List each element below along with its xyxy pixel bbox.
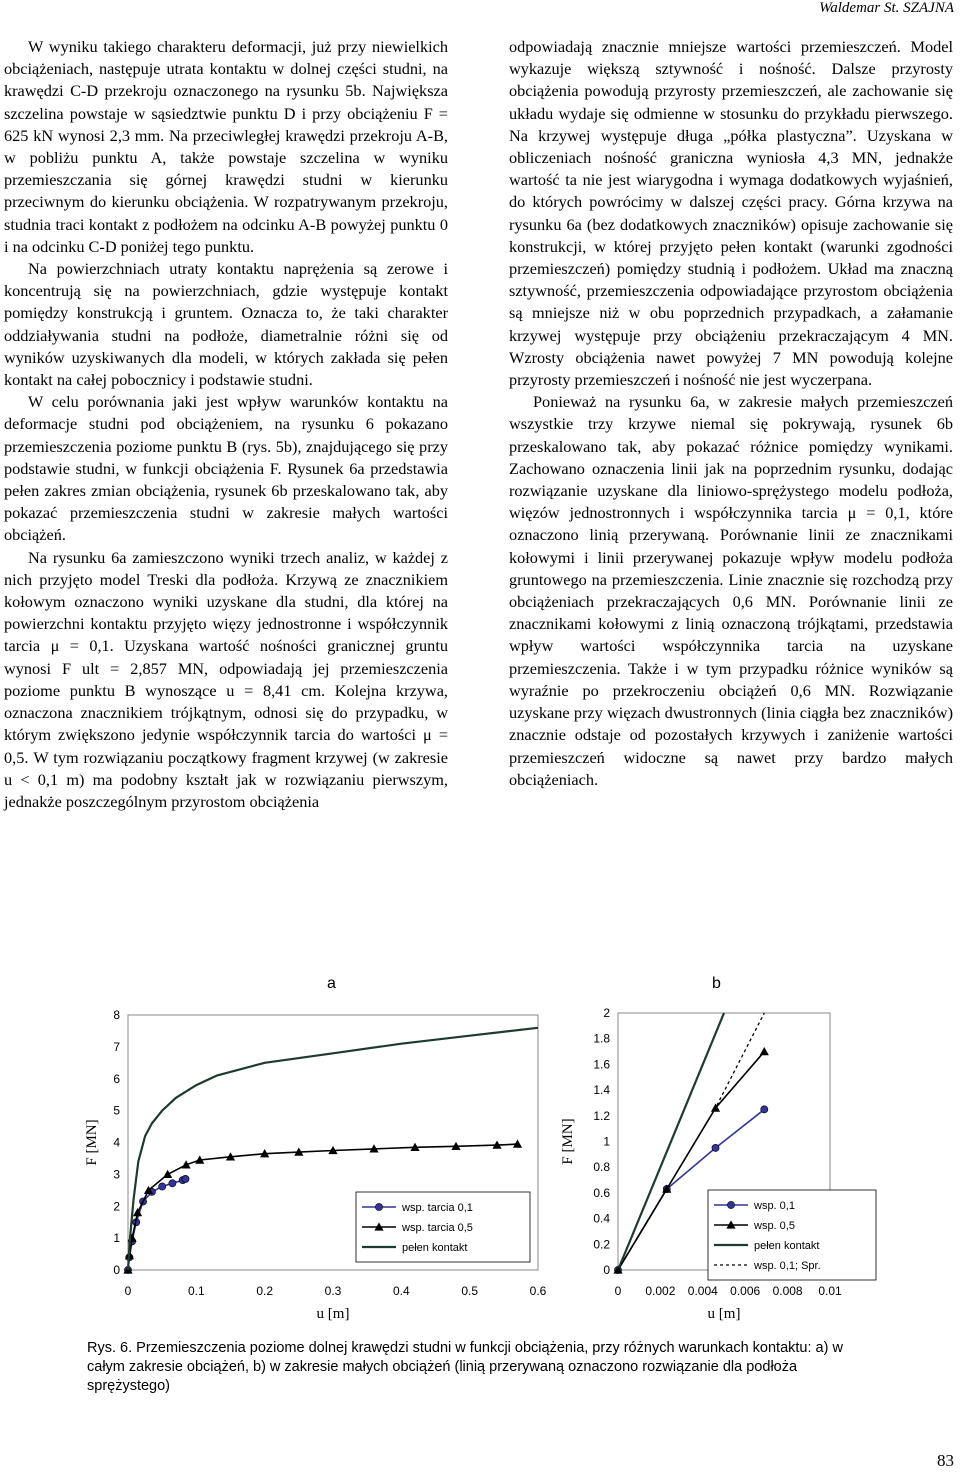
y-tick-label: 0.2 xyxy=(593,1237,610,1252)
y-tick-label: 1.2 xyxy=(593,1108,610,1123)
x-tick-label: 0 xyxy=(124,1284,132,1298)
legend xyxy=(356,1192,530,1262)
data-point xyxy=(159,1183,166,1190)
x-tick-label: 0.6 xyxy=(529,1284,547,1298)
legend xyxy=(708,1190,876,1280)
x-tick-label: 0.1 xyxy=(187,1284,205,1298)
y-tick-label: 8 xyxy=(113,1008,120,1022)
legend-label: wsp. tarcia 0,1 xyxy=(402,1202,473,1214)
data-point xyxy=(712,1144,719,1151)
y-tick-label: 0.6 xyxy=(593,1185,610,1200)
panel-a-label: a xyxy=(327,975,336,992)
x-tick-label: 0.006 xyxy=(730,1284,761,1298)
paragraph: odpowiadają znacznie mniejsze wartości przemieszczeń. Model wykazuje większą sztywność i nośność. Dalsze przyrosty obciążenia powodują przyrosty przemieszczeń, ale zachowanie się układu wydaje się odmienne w stosunku do przykładu pierwszego. Na krzywej występuje długa „półka plastyczna”. Uzyskana w obliczeniach nośność graniczna wyniosła 4,3 MN, jednakże wartość ta nie jest wiarygodna i wymaga dodatkowych wyjaśnień, do których powrócimy w dalszej części pracy. Górna krzywa na rysunku 6a (bez dodatkowych znaczników) opisuje zachowanie się konstrukcji, w której przyjęto pełen kontakt (warunki zgodności przemieszczeń) pomiędzy studnią i podłożem. Układ ma znaczną sztywność, przemieszczenia odpowiadające przyrostom obciążenia są mniejsze niż w obu poprzednich przypadkach, a załamanie krzywej występuje przy obciążeniu przekraczającym 4 MN. Wzrosty obciążenia nawet powyżej 7 MN powodują kolejne przyrosty przemieszczeń i nośność nie jest wyczerpana. xyxy=(509,37,953,390)
x-tick-label: 0.5 xyxy=(461,1284,479,1298)
x-tick-label: 0.008 xyxy=(772,1284,803,1298)
x-tick-label: 0.002 xyxy=(645,1284,676,1298)
y-tick-label: 2 xyxy=(603,1006,610,1020)
figure-caption: Rys. 6. Przemieszczenia poziome dolnej krawędzi studni w funkcji obciążenia, przy różnych warunkach kontaktu: a) w całym zakresie obciążeń, b) w zakresie małych obciążeń (linią przerywaną oznaczono rozwiązanie dla podłoża sprężystego) xyxy=(87,1340,843,1394)
y-tick-label: 5 xyxy=(113,1103,120,1118)
data-point xyxy=(375,1203,382,1210)
y-tick-label: 1 xyxy=(603,1134,610,1149)
y-tick-label: 1.4 xyxy=(593,1083,610,1098)
y-tick-label: 2 xyxy=(113,1199,120,1214)
y-tick-label: 0.8 xyxy=(593,1160,610,1175)
x-axis-label: u [m] xyxy=(316,1306,350,1322)
chart-panel-a xyxy=(60,995,547,1340)
data-point xyxy=(163,1170,172,1178)
data-point xyxy=(761,1106,768,1113)
x-axis-label: u [m] xyxy=(707,1306,741,1322)
y-tick-label: 1.6 xyxy=(593,1057,610,1072)
x-tick-label: 0.01 xyxy=(818,1284,842,1298)
legend-label: wsp. tarcia 0,5 xyxy=(402,1222,473,1234)
x-tick-label: 0 xyxy=(614,1284,622,1298)
paragraph: Na powierzchniach utraty kontaktu naprężenia są zerowe i koncentrują się na powierzchniach, gdzie występuje kontakt pomiędzy konstrukcją i gruntem. Oznacza to, że taki charakter oddziaływania studni na podłoże, diametralnie różni się od wyników uzyskiwanych dla modeli, w których zakłada się pełen kontakt na całej pobocznicy i podstawie studni. xyxy=(4,259,448,390)
y-tick-label: 0 xyxy=(603,1263,610,1277)
paragraph: Ponieważ na rysunku 6a, w zakresie małych przemieszczeń wszystkie trzy krzywe niemal się pokrywają, rysunek 6b przeskalowano tak, aby pokazać różnice pomiędzy wynikami. Zachowano oznaczenia linii jak na poprzednim rysunku, dodając rozwiązanie uzyskane dla liniowo-sprężystego modelu podłoża, więzów jednostronnych i współczynnika tarcia μ = 0,1, które oznaczono linią przerywaną. Porównanie linii ze znacznikami kołowymi i linii przerywanej pokazuje wpływ modelu podłoża gruntowego na przemieszczenia. Linie znacznie się rozchodzą przy obciążeniach przekraczających 0,6 MN. Porównanie linii ze znacznikami kołowymi z linią oznaczoną trójkątami, przedstawia wpływ wartości współczynnika tarcia na uzyskane przemieszczenia. Także i w tym przypadku różnice wyników są wyraźnie po przekroczeniu obciążeń 0,6 MN. Rozwiązanie uzyskane przy więzach dwustronnych (linia ciągła bez znaczników) znacznie odstaje od pozostałych krzywych i zaniżenie wartości przemieszczeń widoczne są nawet przy bardzo małych obciążeniach. xyxy=(509,392,953,789)
y-tick-label: 0.4 xyxy=(593,1211,610,1226)
y-tick-label: 1 xyxy=(113,1231,120,1246)
running-header: Waldemar St. SZAJNA xyxy=(819,0,954,16)
paragraph: W wyniku takiego charakteru deformacji, już przy niewielkich obciążeniach, następuje utrata kontaktu w dolnej części studni, na krawędzi C-D przekroju oznaczonego na rysunku 5b. Największa szczelina powstaje w sąsiedztwie punktu D i przy obciążeniu F = 625 kN wynosi 2,3 mm. Na przeciwległej krawędzi przekroju A-B, w pobliżu punktu A, także powstaje szczelina w wyniku przemieszczania się górnej krawędzi studni w kierunku przeciwnym do kierunku obciążenia. W rozpatrywanym przekroju, studnia traci kontakt z podłożem na odcinku A-B powyżej punktu 0 i na odcinku C-D poniżej tego punktu. xyxy=(4,37,448,256)
x-tick-label: 0.004 xyxy=(687,1284,718,1298)
y-tick-label: 7 xyxy=(113,1039,120,1054)
y-tick-label: 6 xyxy=(113,1071,120,1086)
y-tick-label: 3 xyxy=(113,1167,120,1182)
page-number: 83 xyxy=(937,1451,954,1470)
y-axis-label: F [MN] xyxy=(560,1118,576,1165)
left-column xyxy=(4,36,448,813)
legend-label: pełen kontakt xyxy=(402,1242,468,1254)
chart-panel-b xyxy=(558,995,878,1340)
legend-label: wsp. 0,5 xyxy=(754,1220,795,1232)
x-tick-label: 0.3 xyxy=(324,1284,342,1298)
x-tick-label: 0.2 xyxy=(256,1284,274,1298)
legend-label: wsp. 0,1; Spr. xyxy=(754,1260,821,1272)
data-point xyxy=(727,1201,734,1208)
right-column xyxy=(509,36,953,791)
legend-label: wsp. 0,1 xyxy=(754,1200,795,1212)
panel-b-label: b xyxy=(712,975,721,992)
y-axis-label: F [MN] xyxy=(84,1119,100,1166)
y-tick-label: 4 xyxy=(113,1135,120,1150)
data-point xyxy=(169,1180,176,1187)
data-point xyxy=(182,1175,189,1182)
x-tick-label: 0.4 xyxy=(392,1284,410,1298)
paragraph: Na rysunku 6a zamieszczono wyniki trzech analiz, w każdej z nich przyjęto model Treski dla podłoża. Krzywą ze znacznikiem kołowym oznaczono wyniki uzyskane dla studni, dla której na powierzchni kontaktu przyjęto więzy jednostronne i współczynnik tarcia μ = 0,1. Uzyskana wartość nośności granicznej gruntu wynosi F ult = 2,857 MN, odpowiadają jej przemieszczenia poziome punktu B wynoszące u = 8,41 cm. Kolejna krzywa, oznaczona znacznikiem trójkątnym, odnosi się do przypadku, w którym zwiększono jedynie współczynnik tarcia do wartości μ = 0,5. W tym rozwiązaniu początkowy fragment krzywej (w zakresie u < 0,1 m) ma podobny kształt jak w rozwiązaniu pierwszym, jednakże poszczególnym przyrostom obciążenia xyxy=(4,547,448,811)
y-tick-label: 0 xyxy=(113,1263,120,1277)
data-point xyxy=(760,1047,769,1055)
paragraph: W celu porównania jaki jest wpływ warunków kontaktu na deformacje studni pod obciążeniem, na rysunku 6 pokazano przemieszczenia poziome punktu B (rys. 5b), znajdującego się przy podstawie studni, w funkcji obciążenia F. Rysunek 6a przedstawia pełen zakres zmian obciążenia, rysunek 6b przeskalowano tak, aby pokazać przemieszczenia studni w zakresie małych wartości obciążeń. xyxy=(4,392,448,545)
y-tick-label: 1.8 xyxy=(593,1031,610,1046)
legend-label: pełen kontakt xyxy=(754,1240,820,1252)
